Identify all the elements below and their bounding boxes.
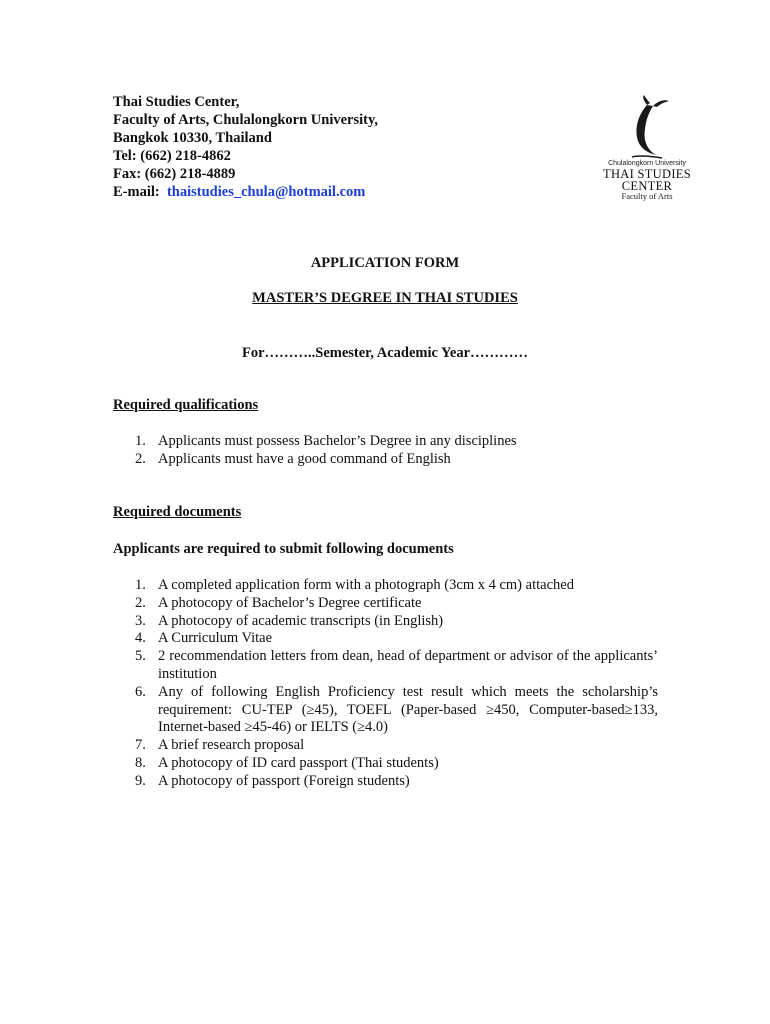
list-item: 1. Applicants must possess Bachelor’s Degree in any disciplines bbox=[135, 433, 517, 449]
phone-line: Tel: (662) 218-4862 bbox=[113, 148, 231, 164]
center-name: Thai Studies Center, bbox=[113, 94, 240, 110]
list-item: 2. A photocopy of Bachelor’s Degree certificate bbox=[135, 594, 422, 611]
form-subtitle-wrap bbox=[0, 290, 770, 307]
form-title: APPLICATION FORM bbox=[310, 255, 460, 271]
logo-title-line1: THAI STUDIES bbox=[603, 167, 691, 181]
address-block bbox=[113, 93, 378, 201]
email-link[interactable]: thaistudies_chula@hotmail.com bbox=[166, 184, 366, 200]
form-subtitle: MASTER’S DEGREE IN THAI STUDIES bbox=[252, 290, 518, 306]
list-item: 8. A photocopy of ID card passport (Thai students) bbox=[135, 754, 439, 771]
semester-line: For………..Semester, Academic Year………… bbox=[241, 345, 529, 361]
documents-heading: Required documents bbox=[113, 504, 242, 520]
documents-list bbox=[113, 577, 658, 791]
list-item: 9. A photocopy of passport (Foreign students) bbox=[135, 772, 410, 789]
list-item: 6. Any of following English Proficiency test result which meets the scholarship’s requirement: CU-TEP (≥45), TOEFL (Paper-based ≥450, Computer-based≥133, Internet-based ≥45-46) or IELTS (≥4.0) bbox=[135, 683, 658, 736]
qualifications-heading: Required qualifications bbox=[113, 397, 259, 413]
faculty-line: Faculty of Arts, Chulalongkorn University, bbox=[113, 112, 379, 128]
list-item: 3. A photocopy of academic transcripts (in English) bbox=[135, 612, 444, 629]
list-item: 4. A Curriculum Vitae bbox=[135, 630, 273, 647]
list-item: 2. Applicants must have a good command of English bbox=[135, 450, 451, 467]
logo-university: Chulalongkorn University bbox=[608, 160, 686, 167]
logo-title-line2: CENTER bbox=[621, 179, 673, 193]
email-line bbox=[113, 183, 378, 201]
logo-faculty: Faculty of Arts bbox=[621, 191, 673, 201]
email-label: E-mail: bbox=[113, 184, 160, 200]
list-item: 7. A brief research proposal bbox=[135, 737, 305, 754]
address-line: Bangkok 10330, Thailand bbox=[113, 130, 272, 146]
qualifications-list bbox=[113, 433, 658, 469]
documents-intro: Applicants are required to submit following documents bbox=[113, 541, 454, 557]
peacock-icon bbox=[592, 95, 702, 161]
thai-studies-center-logo bbox=[592, 95, 702, 207]
fax-line: Fax: (662) 218-4889 bbox=[113, 166, 236, 182]
list-item: 5. 2 recommendation letters from dean, head of department or advisor of the applicants’ institution bbox=[135, 648, 658, 682]
list-item: 1. A completed application form with a photograph (3cm x 4 cm) attached bbox=[135, 577, 574, 593]
